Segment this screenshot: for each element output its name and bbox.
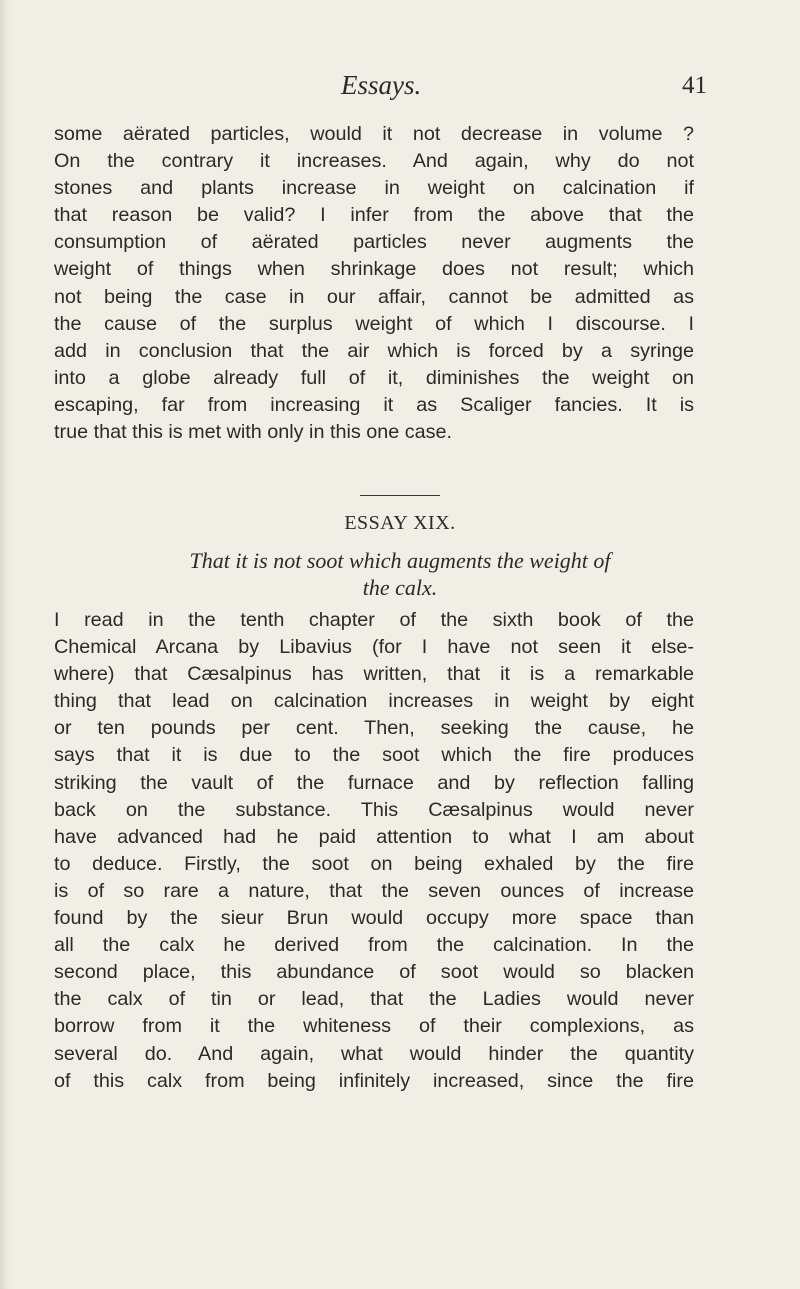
essay-subtitle-line: That it is not soot which augments the weight of: [189, 548, 611, 573]
text-line: that reason be valid? I infer from the above that the: [54, 204, 694, 227]
text-line: escaping, far from increasing it as Scaliger fancies. It is: [54, 393, 694, 416]
text-line: have advanced had he paid attention to what I am about: [54, 825, 694, 848]
text-line: the cause of the surplus weight of which I discourse. I: [54, 312, 694, 335]
text-line: back on the substance. This Cæsalpinus would never: [54, 798, 694, 821]
text-line: not being the case in our affair, cannot be admitted as: [54, 285, 694, 308]
page-gutter-shadow: [0, 0, 10, 1289]
paragraph: [54, 607, 694, 1095]
text-line: I read in the tenth chapter of the sixth book of the: [54, 609, 694, 631]
text-line: true that this is met with only in this one case.: [54, 421, 453, 444]
text-line: to deduce. Firstly, the soot on being exhaled by the fire: [54, 852, 694, 875]
text-line: stones and plants increase in weight on calcination if: [54, 177, 694, 200]
text-line: weight of things when shrinkage does not result; which: [54, 258, 694, 281]
page-number: 41: [682, 72, 707, 99]
essay-heading: ESSAY XIX.: [344, 512, 456, 534]
text-line: where) that Cæsalpinus has written, that it is a remarkable: [54, 663, 694, 686]
text-line: consumption of aërated particles never augments the: [54, 231, 694, 254]
essay-subtitle-line: the calx.: [362, 575, 438, 600]
running-head: [0, 70, 800, 110]
text-line: second place, this abundance of soot would so blacken: [54, 961, 694, 984]
text-line: all the calx he derived from the calcination. In the: [54, 934, 694, 957]
text-line: some aërated particles, would it not decrease in volume ?: [54, 123, 694, 145]
text-line: several do. And again, what would hinder the quantity: [54, 1042, 694, 1065]
text-line: borrow from it the whiteness of their complexions, as: [54, 1015, 694, 1038]
text-line: into a globe already full of it, diminishes the weight on: [54, 366, 694, 389]
essay-subtitle: [0, 547, 800, 601]
text-line: the calx of tin or lead, that the Ladies would never: [54, 988, 694, 1011]
text-line: or ten pounds per cent. Then, seeking the cause, he: [54, 717, 694, 740]
paragraph-continuation: [54, 121, 694, 446]
text-line: On the contrary it increases. And again, why do not: [54, 150, 694, 173]
running-title: Essays.: [341, 70, 422, 100]
text-line: found by the sieur Brun would occupy more space than: [54, 907, 694, 930]
section-divider: [360, 495, 440, 496]
text-line: striking the vault of the furnace and by reflection falling: [54, 771, 694, 794]
text-line: Chemical Arcana by Libavius (for I have not seen it else-: [54, 636, 694, 659]
text-line: of this calx from being infinitely increased, since the fire: [54, 1069, 694, 1092]
text-line: thing that lead on calcination increases in weight by eight: [54, 690, 694, 713]
text-line: says that it is due to the soot which the fire produces: [54, 744, 694, 767]
essay-body: [54, 607, 694, 1095]
paragraph: [54, 121, 694, 446]
text-line: add in conclusion that the air which is forced by a syringe: [54, 339, 694, 362]
text-line: is of so rare a nature, that the seven ounces of increase: [54, 879, 694, 902]
